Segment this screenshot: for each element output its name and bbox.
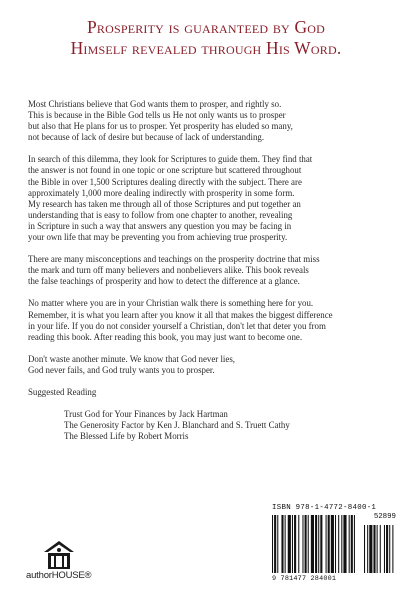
- barcode-bar: [351, 515, 353, 573]
- isbn-text: ISBN 978-1-4772-8400-1: [272, 504, 377, 512]
- barcode-bar: [335, 515, 336, 573]
- text-line: This is because in the Bible God tells us He not only wants us to prosper: [28, 110, 286, 121]
- barcode-bar: [392, 525, 393, 573]
- paragraph-4: [28, 298, 396, 342]
- suggested-reading-title: Suggested Reading: [28, 386, 97, 397]
- body-text: [28, 99, 396, 442]
- text-line: reading this book. After reading this book, you may just want to become one.: [28, 331, 303, 342]
- barcode-bar: [380, 525, 381, 573]
- text-line: Most Christians believe that God wants them to prosper, and rightly so.: [28, 99, 282, 109]
- barcode-bar: [311, 515, 314, 573]
- barcode-bar: [373, 525, 375, 573]
- paragraph-2: [28, 154, 396, 243]
- text-line: My research has taken me through all of those Scriptures and put together an: [28, 198, 301, 209]
- text-line: in your life. If you do not consider yourself a Christian, don't let that deter you from: [28, 320, 326, 331]
- text-line: the answer is not found in one topic or one scripture but scattered throughout: [28, 165, 302, 176]
- barcode-bar: [386, 525, 388, 573]
- barcode-bar: [274, 515, 276, 573]
- barcode-bar: [320, 515, 322, 573]
- paragraph-1: [28, 99, 396, 143]
- barcode-bars: [268, 515, 398, 575]
- barcode-number: 9 781477 284001: [272, 575, 337, 583]
- text-line: No matter where you are in your Christian walk there is something here for you.: [28, 298, 314, 309]
- paragraph-5: [28, 354, 396, 376]
- barcode-bar: [338, 515, 339, 573]
- text-line: understanding that is easy to follow from one chapter to another, revealing: [28, 209, 293, 220]
- text-line: There are many misconceptions and teachings on the prosperity doctrine that miss: [28, 254, 320, 265]
- text-line: in Scripture in such a way that answers any question you may be facing in: [28, 220, 292, 231]
- paragraph-3: [28, 254, 396, 287]
- text-line: Don't waste another minute. We know that God never lies,: [28, 353, 236, 364]
- list-item: The Blessed Life by Robert Morris: [64, 431, 189, 442]
- barcode-bar: [389, 525, 390, 573]
- barcode-bar: [277, 515, 278, 573]
- barcode-bar: [305, 515, 307, 573]
- house-book-logo-icon: [41, 540, 77, 570]
- list-item: The Generosity Factor by Ken J. Blanchard and S. Truett Cathy: [64, 420, 290, 431]
- headline-line-2: Himself revealed through His Word.: [70, 38, 342, 58]
- barcode-bar: [288, 515, 291, 573]
- text-line: In search of this dilemma, they look for Scriptures to guide them. They find that: [28, 154, 313, 165]
- price-code: 52899: [373, 513, 396, 521]
- barcode-bar: [272, 515, 273, 573]
- text-line: the false teachings of prosperity and how to detect the difference at a glance.: [28, 276, 300, 287]
- barcode-bar: [308, 515, 309, 573]
- barcode-bar: [294, 515, 296, 573]
- headline: [0, 17, 412, 59]
- publisher-name: authorHOUSE®: [26, 570, 92, 581]
- barcode-bar: [315, 515, 317, 573]
- barcode-bar: [343, 515, 346, 573]
- barcode-bar: [377, 525, 378, 573]
- barcode-bar: [292, 515, 293, 573]
- text-line: Remember, it is what you learn after you know it all that makes the biggest difference: [28, 309, 333, 320]
- isbn-barcode: [268, 504, 398, 584]
- barcode-bar: [349, 515, 350, 573]
- barcode-bar: [369, 525, 372, 573]
- barcode-bar: [364, 525, 365, 573]
- text-line: but also that He plans for us to prosper. Yet prosperity has eluded so many,: [28, 121, 293, 132]
- text-line: the mark and turn off many believers and nonbelievers alike. This book reveals: [28, 265, 309, 276]
- text-line: the Bible in over 1,500 Scriptures dealing directly with the subject. There are: [28, 176, 302, 187]
- barcode-bar: [326, 515, 327, 573]
- suggested-reading-list: [64, 409, 396, 442]
- barcode-bar: [367, 525, 368, 573]
- text-line: God never fails, and God truly wants you to prosper.: [28, 364, 215, 375]
- barcode-bar: [285, 515, 286, 573]
- barcode-bar: [318, 515, 319, 573]
- headline-line-1: Prosperity is guaranteed by God: [86, 17, 326, 37]
- text-line: your own life that may be preventing you from achieving true prosperity.: [28, 232, 288, 243]
- barcode-bar: [328, 515, 330, 573]
- text-line: not because of lack of desire but because of lack of understanding.: [28, 132, 265, 143]
- barcode-bar: [331, 515, 334, 573]
- publisher-logo: [26, 540, 116, 585]
- text-line: approximately 1,000 more dealing indirectly with prosperity in some form.: [28, 187, 295, 198]
- barcode-bar: [298, 515, 299, 573]
- barcode-bar: [384, 525, 385, 573]
- barcode-bar: [281, 515, 283, 573]
- barcode-bar: [302, 515, 303, 573]
- barcode-bar: [354, 515, 355, 573]
- list-item: Trust God for Your Finances by Jack Hartman: [64, 409, 228, 420]
- barcode-bar: [341, 515, 342, 573]
